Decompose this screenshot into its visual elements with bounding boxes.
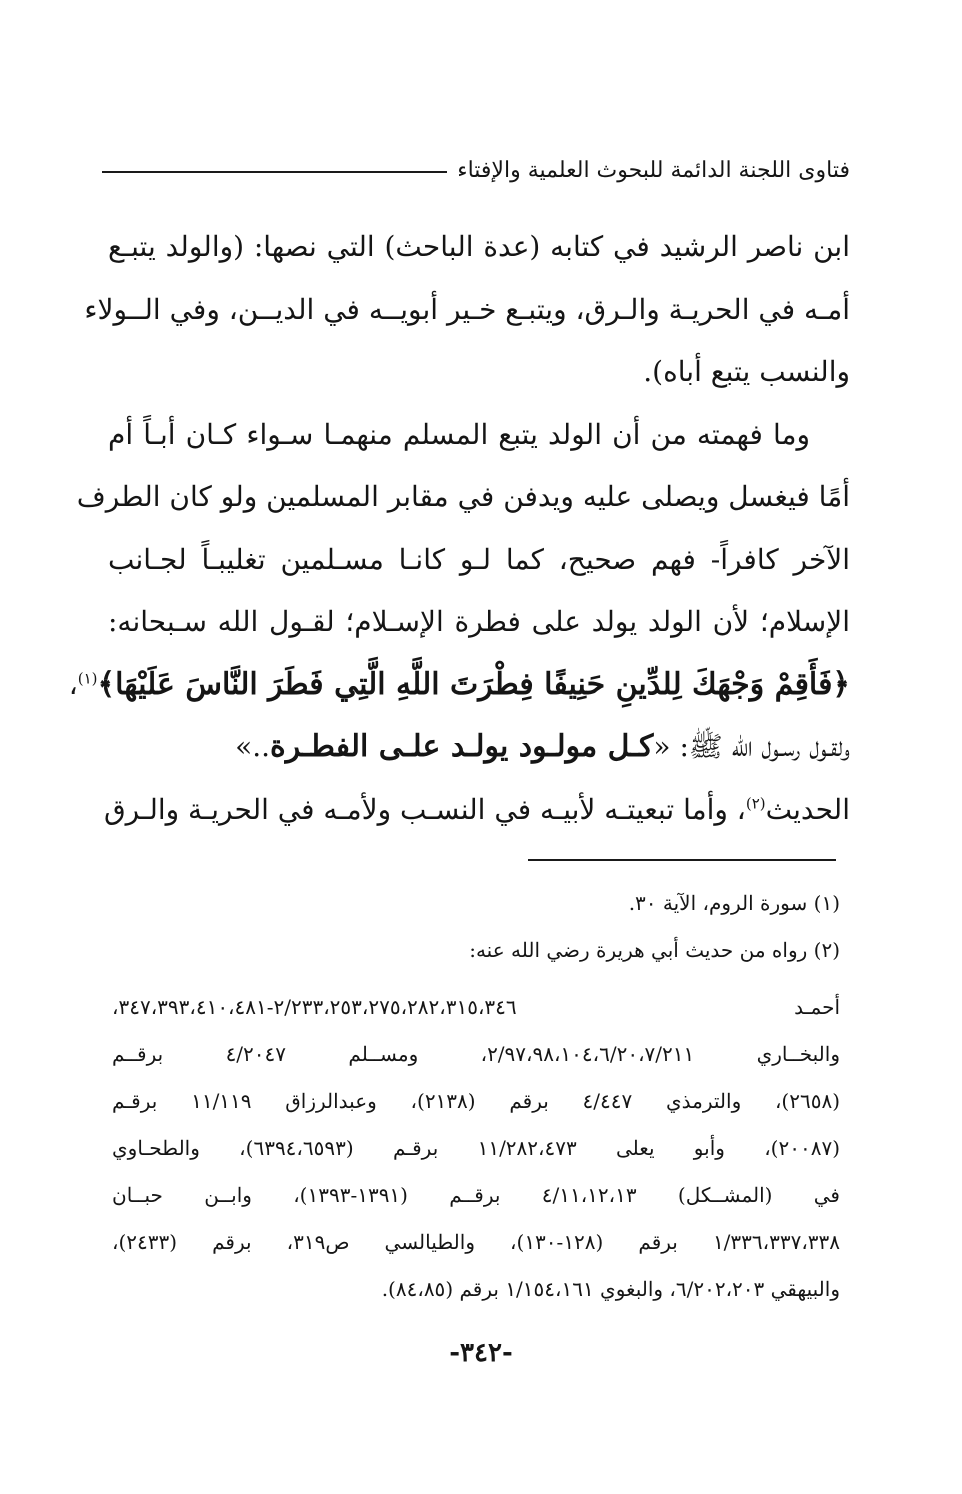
footnotes [112, 880, 840, 1313]
footnote-source-line: والبيهقي ٦/٢٠٢،٢٠٣، والبغوي ١/١٥٤،١٦١ برقم (٨٤،٨٥). [381, 1277, 840, 1301]
footnote-source-line: (٢٦٥٨)، والترمذي ٤/٤٤٧ برقم (٢١٣٨)، وعبدالرزاق ١١/١١٩ برقـم [112, 1089, 841, 1113]
text-line: والنسب يتبع أباه). [643, 355, 850, 388]
footnote-source-line: أحمـد ٢/٢٣٣،٢٥٣،٢٧٥،٢٨٢،٣١٥،٣٤٦-٣٤٧،٣٩٣،٤١٠،٤٨١، [112, 995, 840, 1019]
text-line: وما فهمته من أن الولد يتبع المسلم منهمـا سـواء كـان أبـاً أم [108, 417, 810, 451]
footnote-1: (١) سورة الروم، الآية ٣٠. [628, 891, 840, 915]
text-line: أمـه في الحريـة والـرق، ويتبـع خـير أبويــه في الديــن، وفي الــولاء [84, 292, 850, 326]
hadith-line [108, 716, 850, 779]
text-fragment: ، وأما تبعيتـه لأبيـه في النسـب ولأمـه في الحريـة والـرق [103, 792, 746, 826]
text-fragment: الحديث [765, 792, 850, 826]
footnote-ref: (١) [77, 669, 98, 688]
text-line: الآخر كافراً- فهم صحيح، كما لـو كانـا مسـلمين تغليبـاً لجـانب [108, 542, 850, 576]
main-text [68, 216, 850, 841]
footnote-ref: (٢) [745, 794, 766, 813]
page-number: -٣٤٢- [449, 1338, 513, 1368]
header-rule [102, 171, 447, 173]
text-line: ابن ناصر الرشيد في كتابه (عدة الباحث) التي نصها: (والولد يتبـع [108, 230, 850, 263]
text-line [103, 779, 850, 842]
footnote-gap [112, 974, 840, 984]
footnote-2: (٢) رواه من حديث أبي هريرة رضي الله عنه: [469, 938, 840, 962]
hadith-text: كـل مولـود يولـد علـى الفطـرة [270, 729, 654, 764]
hadith-end: ..» [235, 730, 270, 763]
quran-verse: ﴿فَأَقِمْ وَجْهَكَ لِلدِّينِ حَنِيفًا فِطْرَتَ اللَّهِ الَّتِي فَطَرَ النَّاسَ عَلَيْهَا﴾ [97, 666, 850, 702]
punctuation: ، [68, 667, 78, 701]
hadith-intro: ولقـول رسـول الله ﷺ: « [653, 730, 850, 763]
text-line: أمًا فيغسل ويصلى عليه ويدفن في مقابر المسلمين ولو كان الطرف [76, 480, 850, 513]
header-title: فتاوى اللجنة الدائمة للبحوث العلمية والإفتاء [457, 157, 850, 183]
footnote-source-line: والبخــاري ٢/٩٧،٩٨،١٠٤،٦/٢٠،٧/٢١١، ومســلم ٤/٢٠٤٧ برقــم [112, 1042, 840, 1066]
footnote-separator [528, 859, 836, 861]
running-header [102, 148, 850, 192]
quran-verse-line [68, 654, 850, 717]
footnote-source-line: (٢٠٠٨٧)، وأبو يعلى ١١/٢٨٢،٤٧٣ برقـم (٦٣٩٤،٦٥٩٣)، والطحـاوي [112, 1136, 840, 1160]
footnote-source-line: ١/٣٣٦،٣٣٧،٣٣٨ برقم (١٢٨-١٣٠)، والطيالسي ص٣١٩، برقم (٢٤٣٣)، [112, 1230, 841, 1254]
footnote-source-line: في (المشــكل) ٤/١١،١٢،١٣ برقــم (١٣٩١-١٣٩٣)، وابــن حبــان [112, 1183, 840, 1207]
text-line: الإسلام؛ لأن الولد يولد على فطرة الإسـلام؛ لقـول الله سـبحانه: [108, 605, 850, 638]
